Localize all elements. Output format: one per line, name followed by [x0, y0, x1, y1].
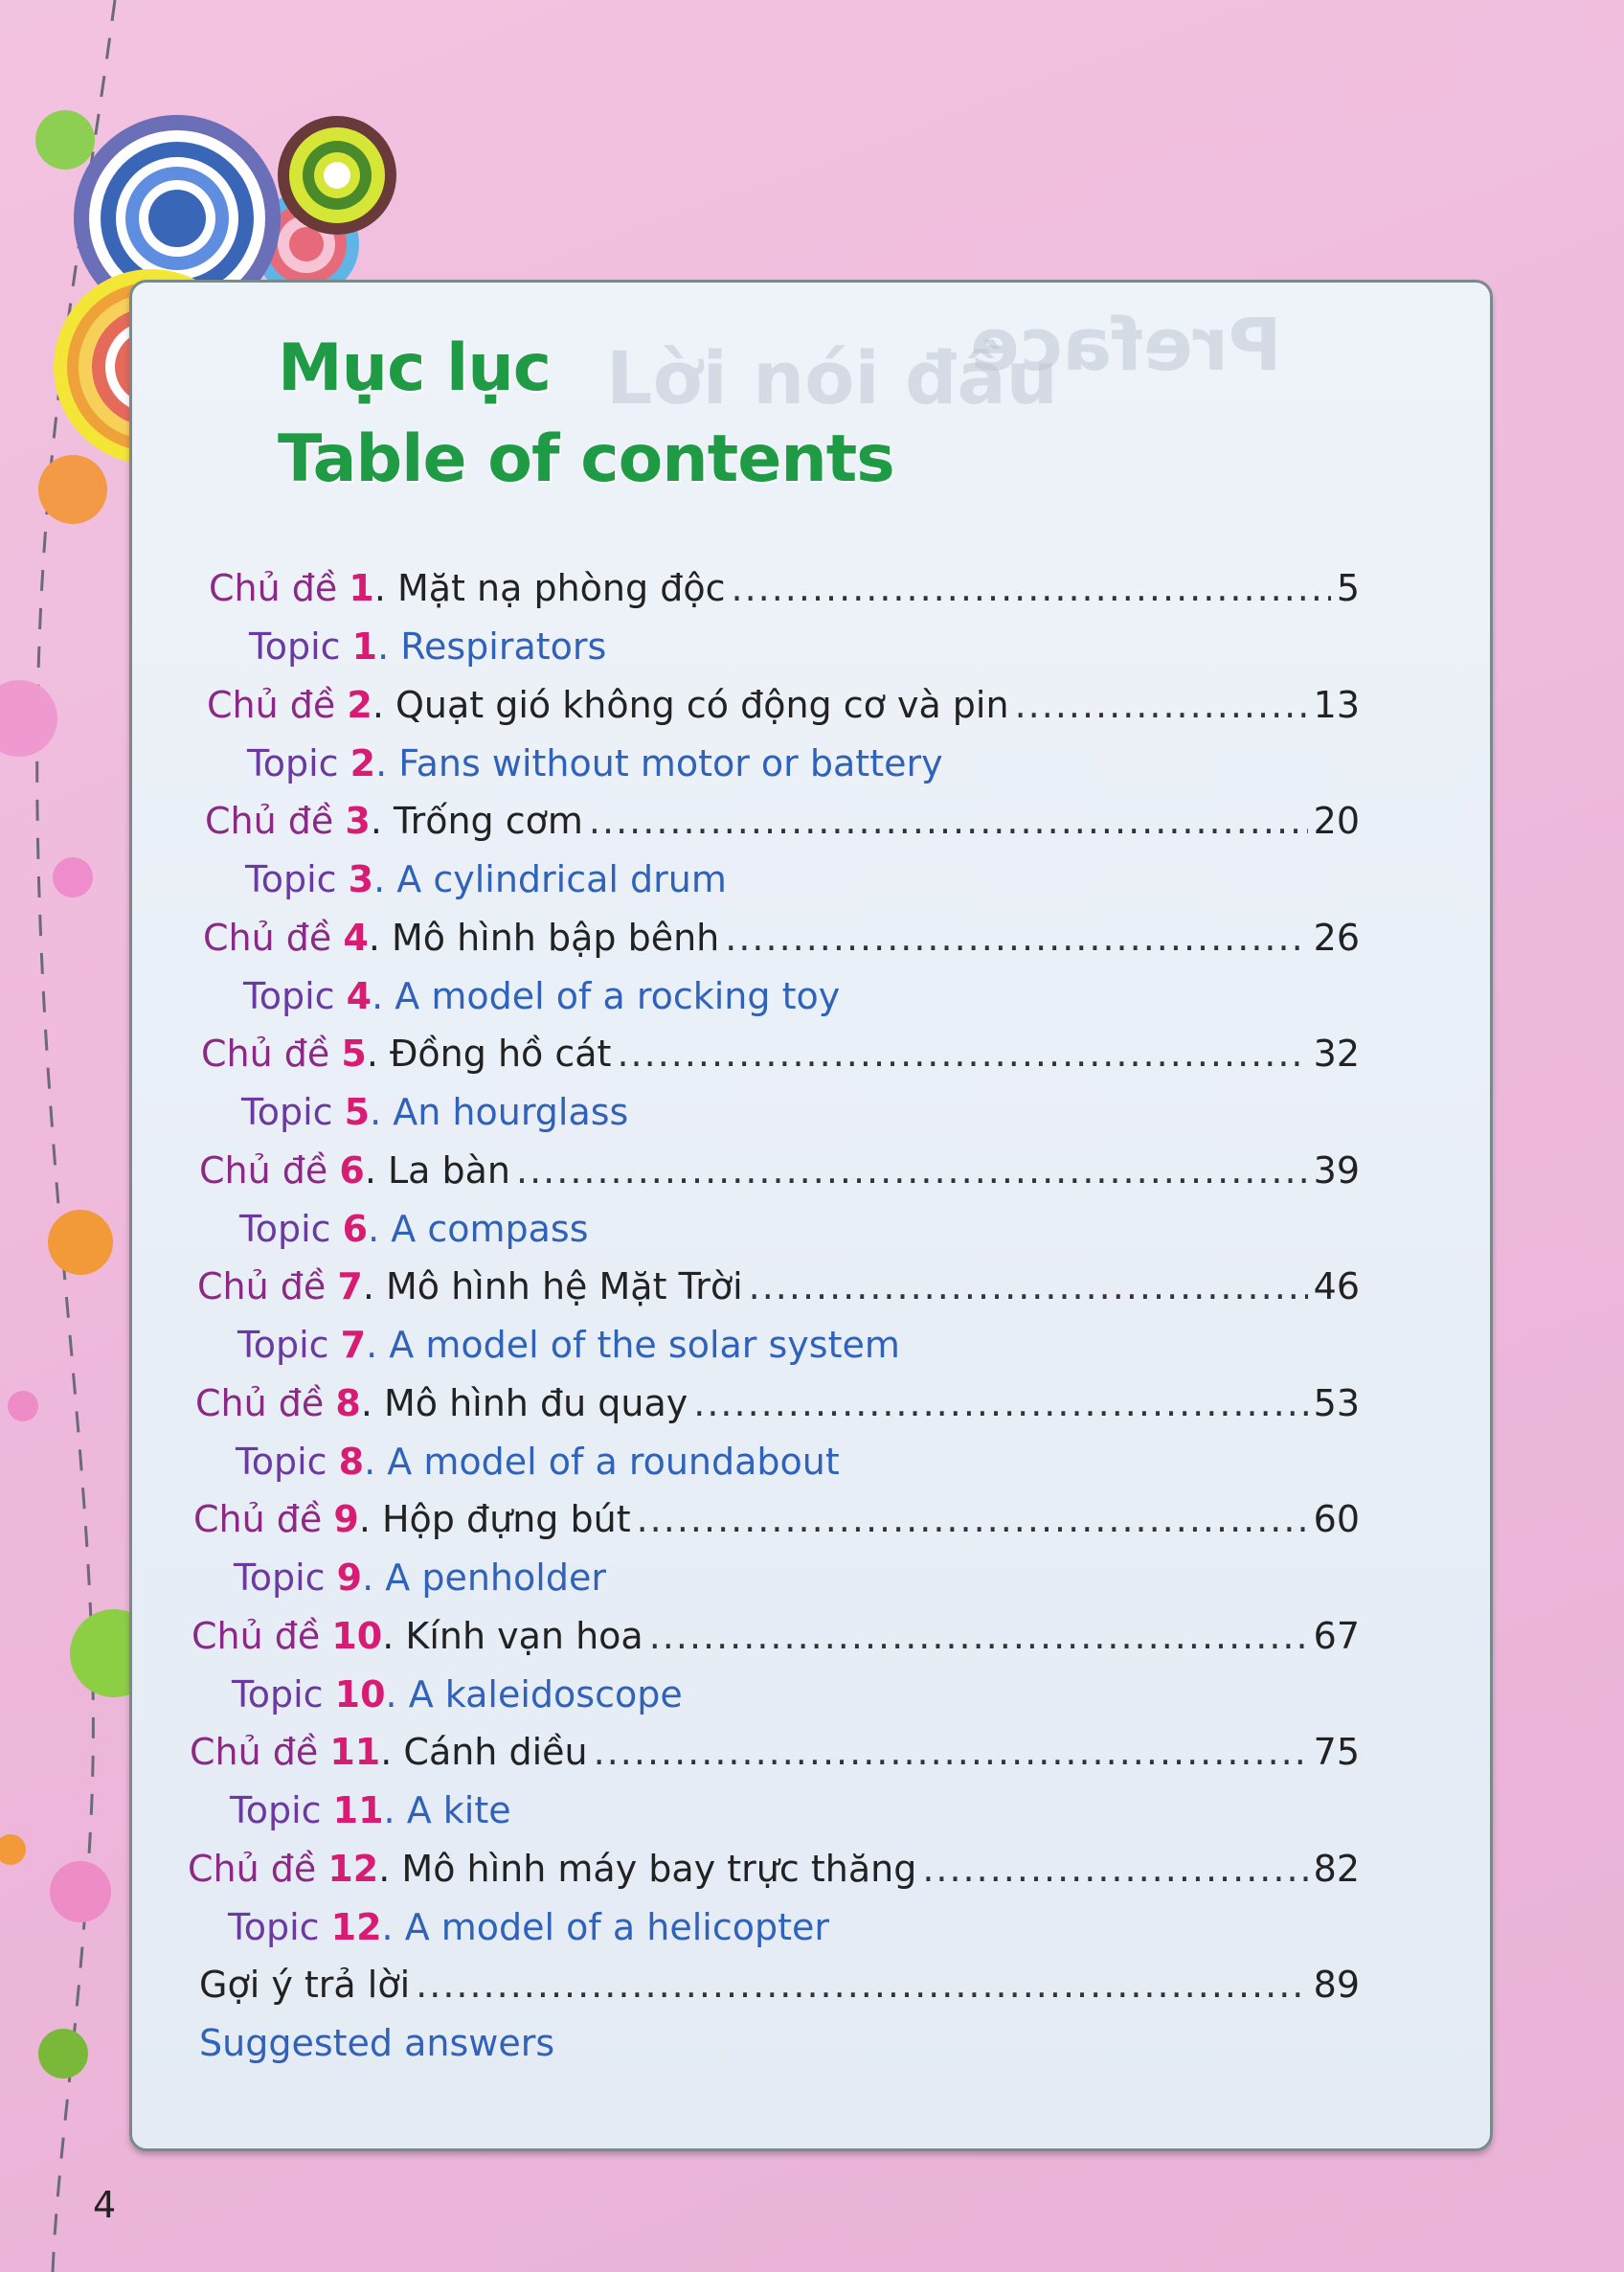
topic-number: 4 [346, 974, 372, 1017]
toc-entry-english[interactable] [247, 742, 943, 784]
decor-dot [53, 857, 93, 897]
topic-prefix-english: Topic [230, 1789, 333, 1831]
topic-prefix-vietnamese: Chủ đề [205, 800, 346, 842]
page-reference: 5 [1336, 567, 1360, 609]
topic-number: 4 [343, 916, 369, 959]
page-reference: 82 [1313, 1847, 1360, 1890]
topic-number: 5 [344, 1091, 371, 1133]
page-reference: 75 [1313, 1731, 1360, 1773]
topic-title-vietnamese: . Mặt nạ phòng độc [373, 567, 726, 609]
toc-entry-english[interactable] [236, 1441, 840, 1483]
topic-prefix-vietnamese: Chủ đề [190, 1731, 330, 1773]
dot-leader [589, 800, 1308, 842]
topic-title-english: . A model of a rocking toy [372, 974, 841, 1017]
toc-entry-english[interactable] [228, 1906, 829, 1948]
topic-number: 7 [337, 1265, 363, 1307]
toc-entry-vietnamese[interactable] [195, 1382, 1360, 1424]
topic-title-vietnamese: . Đồng hồ cát [366, 1033, 612, 1075]
topic-prefix-vietnamese: Chủ đề [197, 1265, 338, 1307]
topic-number: 6 [339, 1148, 365, 1192]
topic-prefix-english: Topic [237, 1324, 341, 1366]
topic-prefix-vietnamese: Chủ đề [192, 1614, 332, 1657]
topic-number: 2 [350, 741, 376, 784]
topic-number: 1 [351, 625, 378, 668]
topic-number: 12 [330, 1905, 382, 1948]
topic-title-english: . A compass [368, 1207, 589, 1250]
toc-entry-english[interactable] [249, 625, 606, 668]
topic-title-english: . A model of the solar system [366, 1324, 900, 1366]
topic-prefix-vietnamese: Chủ đề [203, 916, 344, 959]
toc-entry-vietnamese[interactable] [205, 800, 1360, 842]
topic-prefix-vietnamese: Chủ đề [207, 683, 348, 726]
topic-title-vietnamese: . La bàn [364, 1148, 510, 1192]
toc-entry-english[interactable] [232, 1673, 683, 1715]
dot-leader [416, 1964, 1307, 2006]
topic-prefix-vietnamese: Chủ đề [195, 1381, 336, 1424]
dot-leader [749, 1265, 1308, 1307]
dot-leader [617, 1033, 1307, 1075]
page-reference: 53 [1313, 1381, 1360, 1424]
topic-title-vietnamese: . Mô hình hệ Mặt Trời [362, 1265, 743, 1307]
topic-prefix-vietnamese: Chủ đề [199, 1148, 340, 1192]
topic-prefix-english: Topic [247, 741, 350, 784]
page-reference: 32 [1313, 1033, 1360, 1075]
toc-entry-vietnamese[interactable] [190, 1731, 1360, 1773]
topic-title-vietnamese: . Trống cơm [370, 800, 583, 842]
toc-entry-vietnamese[interactable] [193, 1498, 1360, 1540]
topic-prefix-english: Topic [236, 1440, 339, 1483]
topic-prefix-english: Topic [245, 858, 349, 900]
topic-title-english: . Fans without motor or battery [375, 741, 943, 784]
toc-entry-english[interactable] [243, 975, 840, 1017]
answers-title-vietnamese: Gợi ý trả lời [199, 1964, 411, 2006]
heading-vietnamese: Mục lục [278, 330, 552, 406]
toc-entry-english[interactable] [245, 858, 727, 900]
topic-prefix-english: Topic [228, 1905, 331, 1948]
topic-number: 9 [336, 1556, 363, 1599]
topic-number: 12 [327, 1847, 379, 1890]
dot-leader [516, 1149, 1308, 1192]
topic-prefix-english: Topic [234, 1556, 337, 1599]
decor-dot [50, 1861, 111, 1922]
toc-entry-english[interactable] [230, 1789, 511, 1831]
topic-title-vietnamese: . Mô hình đu quay [360, 1381, 688, 1424]
topic-title-english: . A cylindrical drum [373, 858, 727, 900]
topic-number: 8 [338, 1440, 365, 1483]
dot-leader [649, 1615, 1308, 1657]
topic-number: 6 [342, 1207, 369, 1250]
page-reference: 20 [1313, 800, 1360, 842]
dot-leader [731, 567, 1330, 609]
topic-title-english: . A kite [383, 1789, 511, 1831]
decor-dot [48, 1210, 113, 1275]
topic-title-vietnamese: . Mô hình máy bay trực thăng [378, 1847, 917, 1890]
toc-entry-vietnamese[interactable] [201, 1033, 1360, 1075]
topic-number: 7 [340, 1324, 367, 1366]
page-reference: 67 [1313, 1614, 1360, 1657]
topic-number: 3 [345, 800, 371, 842]
toc-entry-vietnamese[interactable] [188, 1848, 1360, 1890]
toc-entry-vietnamese[interactable] [203, 917, 1360, 959]
dot-leader [693, 1382, 1307, 1424]
topic-title-english: . A penholder [362, 1556, 606, 1599]
toc-entry-vietnamese[interactable] [197, 1265, 1360, 1307]
decor-dot [8, 1391, 38, 1421]
topic-prefix-english: Topic [232, 1672, 335, 1715]
toc-entry-answers-vietnamese[interactable] [199, 1964, 1360, 2006]
page-reference: 13 [1313, 683, 1360, 726]
topic-prefix-english: Topic [243, 974, 347, 1017]
toc-entry-vietnamese[interactable] [199, 1149, 1360, 1192]
topic-number: 10 [331, 1614, 383, 1657]
topic-title-vietnamese: . Cánh diều [380, 1731, 588, 1773]
topic-number: 11 [332, 1789, 384, 1831]
topic-title-english: . Respirators [377, 625, 607, 668]
topic-prefix-english: Topic [249, 625, 352, 668]
answers-title-english: Suggested answers [199, 2022, 555, 2064]
topic-prefix-vietnamese: Chủ đề [209, 567, 350, 609]
page-number: 4 [93, 2184, 117, 2226]
heading-english: Table of contents [278, 421, 894, 497]
topic-prefix-english: Topic [239, 1207, 343, 1250]
toc-entry-vietnamese[interactable] [192, 1615, 1360, 1657]
toc-entry-english[interactable] [237, 1324, 900, 1366]
toc-entry-vietnamese[interactable] [209, 567, 1360, 609]
topic-title-vietnamese: . Mô hình bập bênh [368, 916, 720, 959]
topic-prefix-vietnamese: Chủ đề [193, 1498, 334, 1540]
topic-prefix-english: Topic [241, 1091, 345, 1133]
topic-title-english: . A model of a helicopter [381, 1905, 829, 1948]
page-reference: 60 [1313, 1498, 1360, 1540]
topic-title-vietnamese: . Hộp đựng bút [358, 1498, 631, 1540]
page-reference: 26 [1313, 916, 1360, 959]
topic-title-english: . A model of a roundabout [364, 1440, 840, 1483]
page-reference: 39 [1313, 1148, 1360, 1192]
topic-number: 9 [333, 1498, 359, 1540]
show-through-preface-title: Preface [970, 302, 1282, 387]
toc-entry-english[interactable] [239, 1208, 589, 1250]
topic-number: 1 [349, 567, 374, 609]
topic-number: 5 [341, 1033, 367, 1075]
topic-title-vietnamese: . Kính vạn hoa [382, 1614, 643, 1657]
topic-prefix-vietnamese: Chủ đề [188, 1847, 328, 1890]
dot-leader [922, 1848, 1307, 1890]
show-through-vietnamese-title: Lời nói đầu [606, 335, 1058, 420]
decor-dot [38, 2029, 88, 2079]
topic-title-vietnamese: . Quạt gió không có động cơ và pin [372, 683, 1009, 726]
topic-number: 3 [348, 858, 374, 900]
topic-number: 10 [334, 1672, 386, 1715]
page-reference: 46 [1313, 1265, 1360, 1307]
toc-entry-vietnamese[interactable] [207, 684, 1360, 726]
dot-leader [725, 917, 1307, 959]
page-reference: 89 [1313, 1964, 1360, 2006]
dot-leader [1015, 684, 1308, 726]
toc-entry-answers-english[interactable] [199, 2022, 554, 2064]
topic-number: 11 [329, 1731, 381, 1773]
topic-number: 2 [347, 683, 372, 726]
topic-title-english: . An hourglass [370, 1091, 629, 1133]
toc-entry-english[interactable] [241, 1091, 628, 1133]
topic-prefix-vietnamese: Chủ đề [201, 1033, 342, 1075]
toc-entry-english[interactable] [234, 1556, 606, 1599]
dot-leader [637, 1498, 1308, 1540]
dot-leader [594, 1731, 1308, 1773]
topic-number: 8 [335, 1381, 361, 1424]
topic-title-english: . A kaleidoscope [385, 1672, 683, 1715]
